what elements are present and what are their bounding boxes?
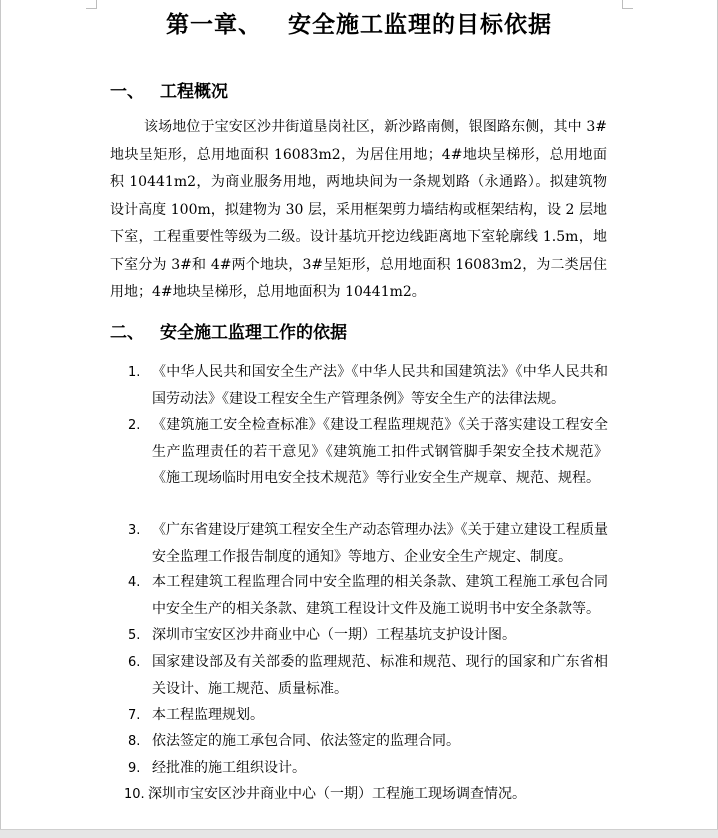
list-item bbox=[128, 649, 608, 702]
list-item-text: 《广东省建设厅建筑工程安全生产动态管理办法》《关于建立建设工程质量安全监理工作报告制度的通知》等地方、企业安全生产规定、制度。 bbox=[152, 522, 608, 565]
list-item-text: 本工程监理规划。 bbox=[152, 707, 264, 723]
list-item-text: 《中华人民共和国安全生产法》《中华人民共和国建筑法》《中华人民共和国劳动法》《建设工程安全生产管理条例》等安全生产的法律法规。 bbox=[152, 364, 608, 407]
list-item-text: 深圳市宝安区沙井商业中心（一期）工程基坑支护设计图。 bbox=[152, 627, 516, 643]
list-item-number: 7. bbox=[128, 708, 141, 723]
list-item-number: 6. bbox=[128, 655, 141, 670]
list-item-number: 9. bbox=[128, 761, 141, 776]
list-item-number: 3. bbox=[128, 523, 141, 538]
list-item bbox=[128, 622, 608, 649]
list-item bbox=[128, 755, 608, 782]
list-item-number: 8. bbox=[128, 734, 141, 749]
list-item-text: 本工程建筑工程监理合同中安全监理的相关条款、建筑工程施工承包合同中安全生产的相关条款、建筑工程设计文件及施工说明书中安全条款等。 bbox=[152, 574, 608, 617]
list-item bbox=[128, 517, 608, 570]
list-item bbox=[128, 412, 608, 492]
list-item bbox=[128, 702, 608, 729]
section-number: 二、 bbox=[110, 323, 144, 343]
list-item-text: 依法签定的施工承包合同、依法签定的监理合同。 bbox=[152, 733, 460, 749]
list-item-number: 10. bbox=[124, 787, 145, 802]
chapter-title: 安全施工监理的目标依据 bbox=[288, 11, 552, 38]
list-item bbox=[128, 569, 608, 622]
list-item-text: 深圳市宝安区沙井商业中心（一期）工程施工现场调查情况。 bbox=[148, 786, 526, 802]
page-bottom-edge bbox=[0, 829, 718, 838]
list-item-text: 经批准的施工组织设计。 bbox=[152, 760, 306, 776]
chapter-number: 第一章、 bbox=[166, 11, 262, 38]
list-item bbox=[128, 359, 608, 412]
list-item-text: 《建筑施工安全检查标准》《建设工程监理规范》《关于落实建设工程安全生产监理责任的若干意见》《建筑施工扣件式钢管脚手架安全技术规范》《施工现场临时用电安全技术规范》等行业安全生产规章、规范、规程。 bbox=[152, 417, 608, 486]
list-item-number: 4. bbox=[128, 575, 141, 590]
list-item bbox=[124, 781, 608, 808]
list-item-text: 国家建设部及有关部委的监理规范、标准和规范、现行的国家和广东省相关设计、施工规范、质量标准。 bbox=[152, 654, 608, 697]
list-item bbox=[128, 728, 608, 755]
list-item-number: 5. bbox=[128, 628, 141, 643]
list-item-number: 2. bbox=[128, 418, 141, 433]
section-title: 安全施工监理工作的依据 bbox=[160, 323, 347, 343]
list-item-number: 1. bbox=[128, 365, 141, 380]
section-title: 工程概况 bbox=[160, 82, 228, 102]
section-number: 一、 bbox=[110, 82, 144, 102]
overview-paragraph: 该场地位于宝安区沙井街道垦岗社区，新沙路南侧，银图路东侧，其中 3#地块呈矩形，总用地面积 16083m2，为居住用地；4#地块呈梯形，总用地面积 10441m2，为商业服务用地，两地块间为一条规划路（永通路）。拟建筑物设计高度 100m，拟建物为 30 层，采用框架剪力墙结构或框架结构，设 2 层地下室，工程重要性等级为二级。设计基坑开挖边线距离地下室轮廓线 1.5m，地下室分为 3#和 4#两个地块，3#呈矩形，总用地面积 16083m2，为二类居住用地；4#地块呈梯形，总用地面积为 10441m2。 bbox=[110, 119, 607, 300]
